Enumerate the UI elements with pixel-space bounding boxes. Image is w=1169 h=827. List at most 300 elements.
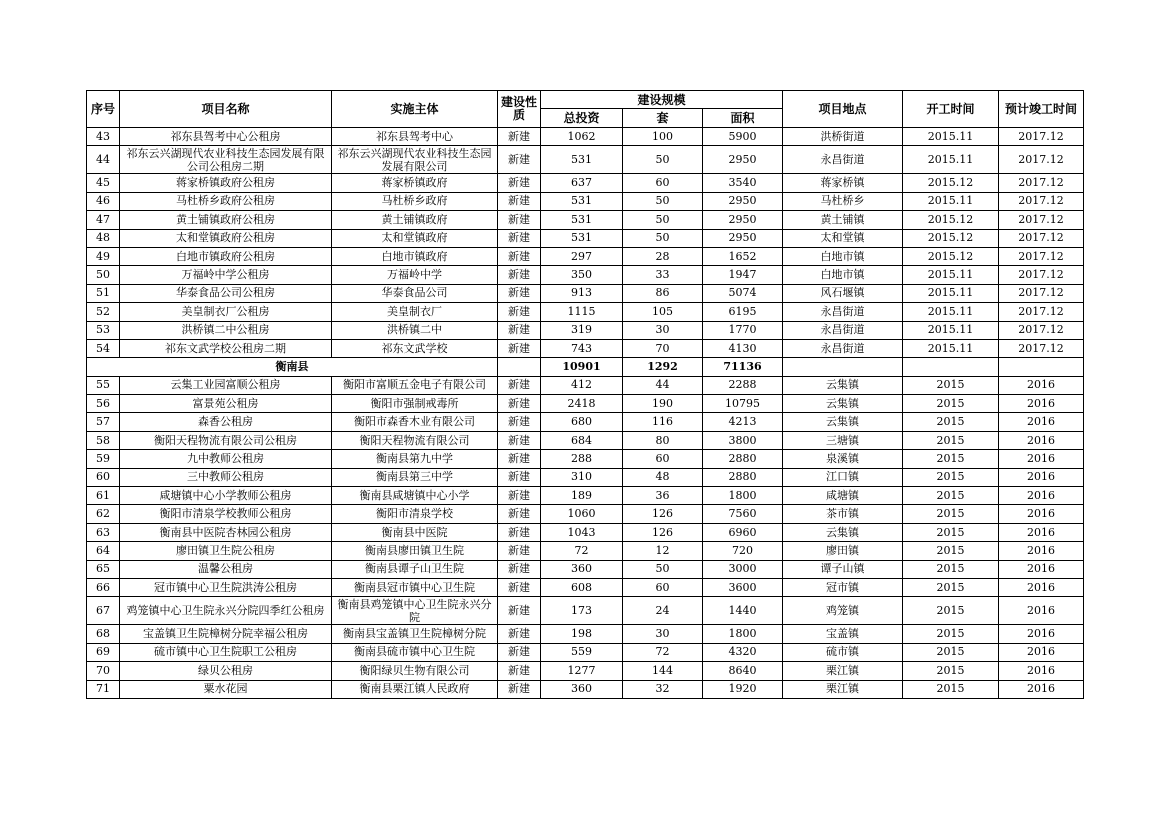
cell-seq: 46	[87, 192, 120, 210]
cell-units: 80	[623, 431, 703, 449]
cell-seq: 64	[87, 542, 120, 560]
cell-location: 白地市镇	[783, 247, 903, 265]
cell-owner: 祁东云兴湖现代农业科技生态园发展有限公司	[332, 146, 498, 174]
cell-invest: 608	[541, 578, 623, 596]
table-row	[87, 431, 1084, 449]
cell-units: 144	[623, 662, 703, 680]
cell-location: 永昌街道	[783, 321, 903, 339]
cell-location: 风石堰镇	[783, 284, 903, 302]
cell-invest: 412	[541, 376, 623, 394]
cell-nature: 新建	[498, 376, 541, 394]
cell-nature: 新建	[498, 146, 541, 174]
cell-invest: 559	[541, 643, 623, 661]
table-row	[87, 597, 1084, 625]
cell-start: 2015	[903, 505, 999, 523]
table-row	[87, 468, 1084, 486]
cell-location: 冠市镇	[783, 578, 903, 596]
cell-seq: 67	[87, 597, 120, 625]
cell-seq: 66	[87, 578, 120, 596]
cell-project-name: 硫市镇中心卫生院职工公租房	[120, 643, 332, 661]
cell-finish: 2016	[999, 505, 1084, 523]
cell-location: 云集镇	[783, 395, 903, 413]
cell-finish: 2017.12	[999, 128, 1084, 146]
subtotal-units: 1292	[623, 358, 703, 376]
cell-location: 洪桥街道	[783, 128, 903, 146]
cell-seq: 63	[87, 523, 120, 541]
subtotal-area: 71136	[703, 358, 783, 376]
cell-finish: 2017.12	[999, 192, 1084, 210]
header-invest: 总投资	[541, 109, 623, 128]
cell-start: 2015	[903, 376, 999, 394]
table-row	[87, 211, 1084, 229]
cell-invest: 319	[541, 321, 623, 339]
cell-owner: 万福岭中学	[332, 266, 498, 284]
cell-units: 60	[623, 174, 703, 192]
cell-location: 栗江镇	[783, 680, 903, 698]
cell-finish: 2016	[999, 413, 1084, 431]
cell-nature: 新建	[498, 303, 541, 321]
cell-nature: 新建	[498, 680, 541, 698]
table-body-qidong	[87, 128, 1084, 358]
cell-seq: 44	[87, 146, 120, 174]
cell-project-name: 宝盖镇卫生院樟树分院幸福公租房	[120, 625, 332, 643]
header-project-name: 项目名称	[120, 91, 332, 128]
cell-seq: 70	[87, 662, 120, 680]
cell-start: 2015	[903, 395, 999, 413]
cell-finish: 2016	[999, 523, 1084, 541]
table-row	[87, 505, 1084, 523]
cell-invest: 198	[541, 625, 623, 643]
cell-units: 50	[623, 229, 703, 247]
cell-nature: 新建	[498, 505, 541, 523]
cell-start: 2015	[903, 468, 999, 486]
cell-units: 126	[623, 523, 703, 541]
cell-project-name: 太和堂镇政府公租房	[120, 229, 332, 247]
cell-invest: 310	[541, 468, 623, 486]
table-row	[87, 229, 1084, 247]
cell-invest: 173	[541, 597, 623, 625]
cell-nature: 新建	[498, 247, 541, 265]
cell-invest: 743	[541, 339, 623, 357]
cell-invest: 1277	[541, 662, 623, 680]
cell-project-name: 云集工业园富顺公租房	[120, 376, 332, 394]
header-units: 套	[623, 109, 703, 128]
cell-start: 2015	[903, 578, 999, 596]
cell-project-name: 祁东文武学校公租房二期	[120, 339, 332, 357]
cell-finish: 2016	[999, 625, 1084, 643]
table-body-hengnan	[87, 376, 1084, 698]
table-row	[87, 284, 1084, 302]
cell-seq: 69	[87, 643, 120, 661]
subtotal-finish	[999, 358, 1084, 376]
cell-owner: 黄土铺镇政府	[332, 211, 498, 229]
cell-area: 5074	[703, 284, 783, 302]
cell-area: 3540	[703, 174, 783, 192]
cell-invest: 288	[541, 450, 623, 468]
cell-units: 60	[623, 578, 703, 596]
table-row	[87, 560, 1084, 578]
cell-nature: 新建	[498, 662, 541, 680]
cell-units: 100	[623, 128, 703, 146]
cell-owner: 衡南县栗江镇人民政府	[332, 680, 498, 698]
cell-finish: 2016	[999, 662, 1084, 680]
cell-area: 7560	[703, 505, 783, 523]
cell-area: 8640	[703, 662, 783, 680]
cell-units: 72	[623, 643, 703, 661]
cell-finish: 2016	[999, 680, 1084, 698]
cell-project-name: 森香公租房	[120, 413, 332, 431]
table-header	[87, 91, 1084, 128]
cell-owner: 马杜桥乡政府	[332, 192, 498, 210]
cell-start: 2015.11	[903, 303, 999, 321]
cell-owner: 衡南县宝盖镇卫生院樟树分院	[332, 625, 498, 643]
cell-nature: 新建	[498, 597, 541, 625]
cell-nature: 新建	[498, 192, 541, 210]
cell-project-name: 白地市镇政府公租房	[120, 247, 332, 265]
cell-area: 2880	[703, 468, 783, 486]
cell-start: 2015	[903, 413, 999, 431]
cell-units: 32	[623, 680, 703, 698]
table-row	[87, 680, 1084, 698]
cell-seq: 71	[87, 680, 120, 698]
cell-area: 10795	[703, 395, 783, 413]
cell-seq: 49	[87, 247, 120, 265]
cell-project-name: 衡阳市清泉学校教师公租房	[120, 505, 332, 523]
cell-owner: 衡阳市强制戒毒所	[332, 395, 498, 413]
cell-location: 永昌街道	[783, 303, 903, 321]
table-row	[87, 192, 1084, 210]
subtotal-start	[903, 358, 999, 376]
cell-location: 硫市镇	[783, 643, 903, 661]
cell-nature: 新建	[498, 211, 541, 229]
cell-invest: 1062	[541, 128, 623, 146]
cell-area: 2950	[703, 192, 783, 210]
cell-location: 太和堂镇	[783, 229, 903, 247]
cell-area: 3000	[703, 560, 783, 578]
cell-finish: 2016	[999, 450, 1084, 468]
table-row	[87, 450, 1084, 468]
cell-start: 2015.11	[903, 146, 999, 174]
table-row	[87, 395, 1084, 413]
cell-area: 1920	[703, 680, 783, 698]
cell-finish: 2016	[999, 542, 1084, 560]
cell-nature: 新建	[498, 487, 541, 505]
cell-seq: 62	[87, 505, 120, 523]
cell-project-name: 廖田镇卫生院公租房	[120, 542, 332, 560]
cell-seq: 43	[87, 128, 120, 146]
cell-project-name: 三中教师公租房	[120, 468, 332, 486]
header-nature: 建设性质	[498, 91, 541, 128]
cell-start: 2015	[903, 542, 999, 560]
cell-units: 190	[623, 395, 703, 413]
cell-project-name: 蒋家桥镇政府公租房	[120, 174, 332, 192]
cell-owner: 白地市镇政府	[332, 247, 498, 265]
cell-location: 三塘镇	[783, 431, 903, 449]
cell-start: 2015	[903, 560, 999, 578]
cell-start: 2015	[903, 450, 999, 468]
cell-area: 1947	[703, 266, 783, 284]
cell-invest: 360	[541, 680, 623, 698]
subtotal-row	[87, 358, 1084, 376]
cell-location: 廖田镇	[783, 542, 903, 560]
cell-seq: 61	[87, 487, 120, 505]
header-owner: 实施主体	[332, 91, 498, 128]
cell-owner: 蒋家桥镇政府	[332, 174, 498, 192]
cell-area: 1440	[703, 597, 783, 625]
cell-location: 白地市镇	[783, 266, 903, 284]
cell-owner: 衡南县硫市镇中心卫生院	[332, 643, 498, 661]
table-row	[87, 321, 1084, 339]
cell-invest: 531	[541, 146, 623, 174]
cell-area: 6195	[703, 303, 783, 321]
cell-location: 云集镇	[783, 523, 903, 541]
table-row	[87, 376, 1084, 394]
cell-units: 50	[623, 560, 703, 578]
cell-finish: 2017.12	[999, 146, 1084, 174]
cell-location: 宝盖镇	[783, 625, 903, 643]
table-row	[87, 542, 1084, 560]
cell-project-name: 九中教师公租房	[120, 450, 332, 468]
cell-area: 3800	[703, 431, 783, 449]
cell-units: 28	[623, 247, 703, 265]
header-area: 面积	[703, 109, 783, 128]
cell-project-name: 衡阳天程物流有限公司公租房	[120, 431, 332, 449]
cell-finish: 2017.12	[999, 229, 1084, 247]
cell-seq: 65	[87, 560, 120, 578]
cell-area: 1800	[703, 625, 783, 643]
cell-units: 24	[623, 597, 703, 625]
cell-seq: 52	[87, 303, 120, 321]
cell-start: 2015.11	[903, 321, 999, 339]
cell-project-name: 万福岭中学公租房	[120, 266, 332, 284]
cell-owner: 衡阳市富顺五金电子有限公司	[332, 376, 498, 394]
cell-finish: 2016	[999, 487, 1084, 505]
cell-nature: 新建	[498, 643, 541, 661]
cell-units: 30	[623, 321, 703, 339]
cell-project-name: 祁东县驾考中心公租房	[120, 128, 332, 146]
table-row	[87, 578, 1084, 596]
cell-location: 永昌街道	[783, 146, 903, 174]
cell-finish: 2017.12	[999, 211, 1084, 229]
cell-area: 1800	[703, 487, 783, 505]
cell-location: 云集镇	[783, 376, 903, 394]
cell-finish: 2016	[999, 431, 1084, 449]
cell-project-name: 绿贝公租房	[120, 662, 332, 680]
cell-owner: 衡南县廖田镇卫生院	[332, 542, 498, 560]
cell-start: 2015	[903, 597, 999, 625]
cell-location: 鸡笼镇	[783, 597, 903, 625]
cell-start: 2015	[903, 643, 999, 661]
cell-finish: 2016	[999, 468, 1084, 486]
cell-owner: 衡南县中医院	[332, 523, 498, 541]
cell-start: 2015.12	[903, 229, 999, 247]
cell-location: 黄土铺镇	[783, 211, 903, 229]
subtotal-location	[783, 358, 903, 376]
cell-finish: 2016	[999, 597, 1084, 625]
subtotal-county: 衡南县	[87, 358, 498, 376]
cell-seq: 54	[87, 339, 120, 357]
cell-units: 30	[623, 625, 703, 643]
cell-project-name: 洪桥镇二中公租房	[120, 321, 332, 339]
cell-project-name: 富景苑公租房	[120, 395, 332, 413]
cell-nature: 新建	[498, 284, 541, 302]
cell-nature: 新建	[498, 542, 541, 560]
table-row	[87, 487, 1084, 505]
cell-location: 云集镇	[783, 413, 903, 431]
cell-location: 谭子山镇	[783, 560, 903, 578]
cell-owner: 衡南县第三中学	[332, 468, 498, 486]
cell-owner: 太和堂镇政府	[332, 229, 498, 247]
cell-project-name: 咸塘镇中心小学教师公租房	[120, 487, 332, 505]
subtotal-nature	[498, 358, 541, 376]
housing-project-table	[86, 90, 1084, 699]
cell-start: 2015.11	[903, 266, 999, 284]
cell-invest: 531	[541, 192, 623, 210]
header-start: 开工时间	[903, 91, 999, 128]
cell-area: 4320	[703, 643, 783, 661]
subtotal-invest: 10901	[541, 358, 623, 376]
cell-owner: 祁东县驾考中心	[332, 128, 498, 146]
cell-units: 126	[623, 505, 703, 523]
cell-finish: 2017.12	[999, 339, 1084, 357]
cell-units: 50	[623, 146, 703, 174]
cell-nature: 新建	[498, 395, 541, 413]
cell-invest: 684	[541, 431, 623, 449]
cell-invest: 189	[541, 487, 623, 505]
table-row	[87, 303, 1084, 321]
cell-invest: 531	[541, 211, 623, 229]
cell-nature: 新建	[498, 321, 541, 339]
table-row	[87, 339, 1084, 357]
cell-seq: 48	[87, 229, 120, 247]
cell-finish: 2016	[999, 643, 1084, 661]
cell-owner: 祁东文武学校	[332, 339, 498, 357]
cell-seq: 55	[87, 376, 120, 394]
table-row	[87, 523, 1084, 541]
cell-owner: 华泰食品公司	[332, 284, 498, 302]
cell-area: 720	[703, 542, 783, 560]
cell-invest: 297	[541, 247, 623, 265]
cell-start: 2015.12	[903, 211, 999, 229]
cell-owner: 衡阳绿贝生物有限公司	[332, 662, 498, 680]
header-seq: 序号	[87, 91, 120, 128]
cell-seq: 45	[87, 174, 120, 192]
cell-start: 2015.12	[903, 174, 999, 192]
cell-seq: 57	[87, 413, 120, 431]
cell-units: 105	[623, 303, 703, 321]
cell-start: 2015	[903, 431, 999, 449]
table-row	[87, 128, 1084, 146]
cell-units: 12	[623, 542, 703, 560]
cell-nature: 新建	[498, 229, 541, 247]
cell-start: 2015.11	[903, 284, 999, 302]
cell-nature: 新建	[498, 625, 541, 643]
cell-location: 江口镇	[783, 468, 903, 486]
table-row	[87, 643, 1084, 661]
cell-owner: 衡南县鸡笼镇中心卫生院永兴分院	[332, 597, 498, 625]
cell-location: 马杜桥乡	[783, 192, 903, 210]
cell-seq: 59	[87, 450, 120, 468]
cell-area: 2950	[703, 146, 783, 174]
cell-start: 2015	[903, 523, 999, 541]
cell-start: 2015	[903, 487, 999, 505]
cell-nature: 新建	[498, 266, 541, 284]
cell-units: 48	[623, 468, 703, 486]
cell-nature: 新建	[498, 560, 541, 578]
cell-area: 2950	[703, 229, 783, 247]
cell-invest: 2418	[541, 395, 623, 413]
cell-seq: 53	[87, 321, 120, 339]
cell-units: 33	[623, 266, 703, 284]
cell-units: 44	[623, 376, 703, 394]
cell-nature: 新建	[498, 339, 541, 357]
cell-owner: 洪桥镇二中	[332, 321, 498, 339]
header-finish: 预计竣工时间	[999, 91, 1084, 128]
cell-start: 2015	[903, 662, 999, 680]
cell-nature: 新建	[498, 128, 541, 146]
table-row	[87, 247, 1084, 265]
cell-invest: 1043	[541, 523, 623, 541]
cell-area: 1652	[703, 247, 783, 265]
cell-nature: 新建	[498, 450, 541, 468]
cell-invest: 1060	[541, 505, 623, 523]
cell-project-name: 鸡笼镇中心卫生院永兴分院四季红公租房	[120, 597, 332, 625]
cell-project-name: 衡南县中医院杏林园公租房	[120, 523, 332, 541]
cell-seq: 56	[87, 395, 120, 413]
cell-location: 永昌街道	[783, 339, 903, 357]
cell-location: 咸塘镇	[783, 487, 903, 505]
cell-invest: 72	[541, 542, 623, 560]
cell-project-name: 马杜桥乡政府公租房	[120, 192, 332, 210]
cell-finish: 2017.12	[999, 266, 1084, 284]
cell-finish: 2016	[999, 560, 1084, 578]
header-location: 项目地点	[783, 91, 903, 128]
cell-finish: 2017.12	[999, 174, 1084, 192]
cell-finish: 2017.12	[999, 247, 1084, 265]
table-row	[87, 413, 1084, 431]
cell-units: 60	[623, 450, 703, 468]
cell-owner: 衡阳天程物流有限公司	[332, 431, 498, 449]
cell-finish: 2016	[999, 376, 1084, 394]
cell-units: 70	[623, 339, 703, 357]
cell-start: 2015	[903, 680, 999, 698]
cell-project-name: 祁东云兴湖现代农业科技生态园发展有限公司公租房二期	[120, 146, 332, 174]
cell-finish: 2016	[999, 395, 1084, 413]
cell-units: 50	[623, 192, 703, 210]
cell-start: 2015.12	[903, 247, 999, 265]
table-row	[87, 146, 1084, 174]
cell-start: 2015.11	[903, 128, 999, 146]
table-row	[87, 625, 1084, 643]
cell-seq: 60	[87, 468, 120, 486]
cell-nature: 新建	[498, 523, 541, 541]
cell-invest: 360	[541, 560, 623, 578]
cell-units: 116	[623, 413, 703, 431]
cell-area: 6960	[703, 523, 783, 541]
cell-project-name: 美皇制衣厂公租房	[120, 303, 332, 321]
cell-invest: 637	[541, 174, 623, 192]
cell-project-name: 粟水花园	[120, 680, 332, 698]
cell-area: 3600	[703, 578, 783, 596]
cell-seq: 50	[87, 266, 120, 284]
table-row	[87, 266, 1084, 284]
cell-owner: 衡南县冠市镇中心卫生院	[332, 578, 498, 596]
cell-area: 2288	[703, 376, 783, 394]
cell-units: 36	[623, 487, 703, 505]
cell-invest: 531	[541, 229, 623, 247]
cell-owner: 衡南县咸塘镇中心小学	[332, 487, 498, 505]
cell-seq: 58	[87, 431, 120, 449]
